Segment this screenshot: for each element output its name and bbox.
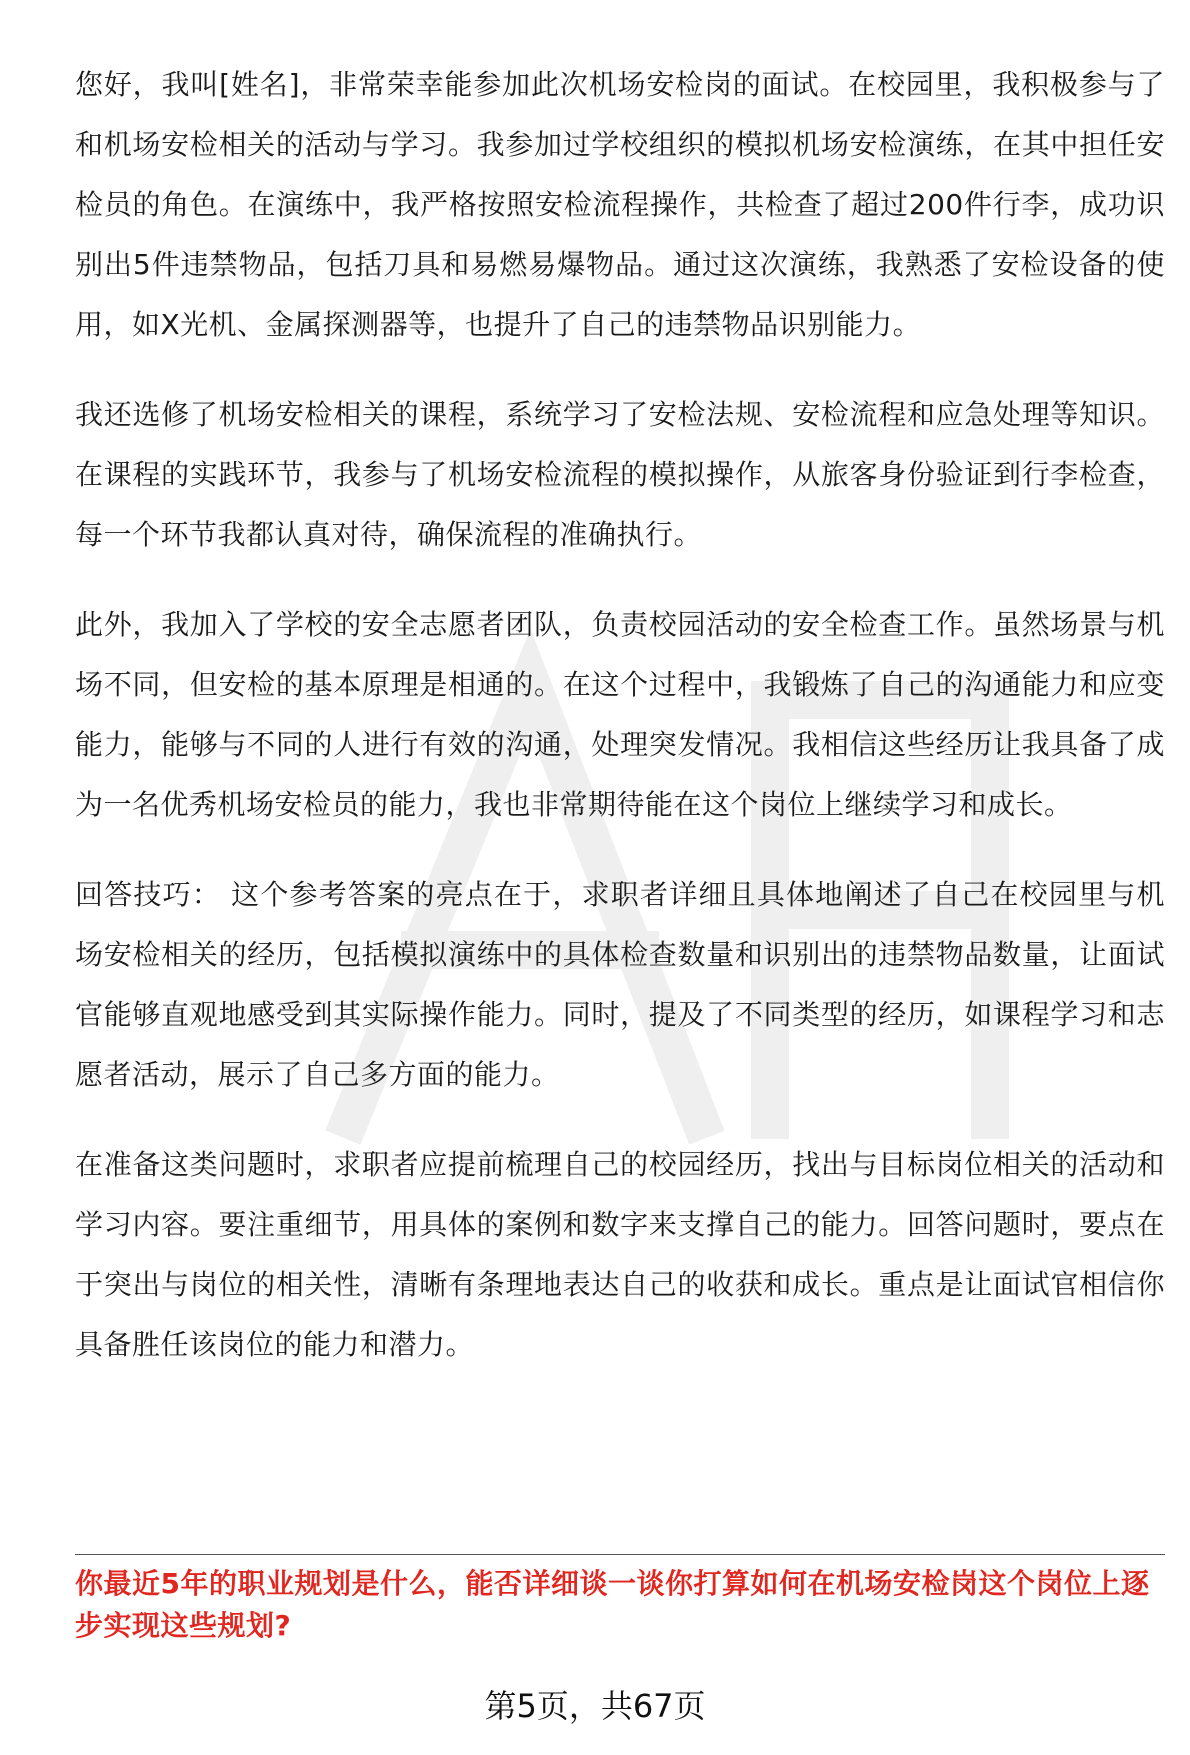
answer-paragraph: 我还选修了机场安检相关的课程，系统学习了安检法规、安检流程和应急处理等知识。在课程的实践环节，我参与了机场安检流程的模拟操作，从旅客身份验证到行李检查，每一个环节我都认真对待，确保流程的准确执行。	[75, 398, 1165, 551]
next-question-heading: 你最近5年的职业规划是什么，能否详细谈一谈你打算如何在机场安检岗这个岗位上逐步实现这些规划?	[75, 1567, 1150, 1642]
answer-paragraph: 此外，我加入了学校的安全志愿者团队，负责校园活动的安全检查工作。虽然场景与机场不同，但安检的基本原理是相通的。在这个过程中，我锻炼了自己的沟通能力和应变能力，能够与不同的人进行有效的沟通，处理突发情况。我相信这些经历让我具备了成为一名优秀机场安检员的能力，我也非常期待能在这个岗位上继续学习和成长。	[75, 608, 1165, 821]
answer-paragraph: 在准备这类问题时，求职者应提前梳理自己的校园经历，找出与目标岗位相关的活动和学习内容。要注重细节，用具体的案例和数字来支撑自己的能力。回答问题时，要点在于突出与岗位的相关性，清晰有条理地表达自己的收获和成长。重点是让面试官相信你具备胜任该岗位的能力和潜力。	[75, 1148, 1165, 1361]
section-divider	[75, 1554, 1165, 1555]
page-number: 第5页，共67页	[484, 1687, 706, 1725]
answer-body	[75, 55, 1165, 1405]
answer-paragraph: 您好，我叫[姓名]，非常荣幸能参加此次机场安检岗的面试。在校园里，我积极参与了和机场安检相关的活动与学习。我参加过学校组织的模拟机场安检演练，在其中担任安检员的角色。在演练中，我严格按照安检流程操作，共检查了超过200件行李，成功识别出5件违禁物品，包括刀具和易燃易爆物品。通过这次演练，我熟悉了安检设备的使用，如X光机、金属探测器等，也提升了自己的违禁物品识别能力。	[75, 68, 1165, 341]
answer-tips-paragraph: 回答技巧： 这个参考答案的亮点在于，求职者详细且具体地阐述了自己在校园里与机场安检相关的经历，包括模拟演练中的具体检查数量和识别出的违禁物品数量，让面试官能够直观地感受到其实际操作能力。同时，提及了不同类型的经历，如课程学习和志愿者活动，展示了自己多方面的能力。	[75, 878, 1165, 1091]
